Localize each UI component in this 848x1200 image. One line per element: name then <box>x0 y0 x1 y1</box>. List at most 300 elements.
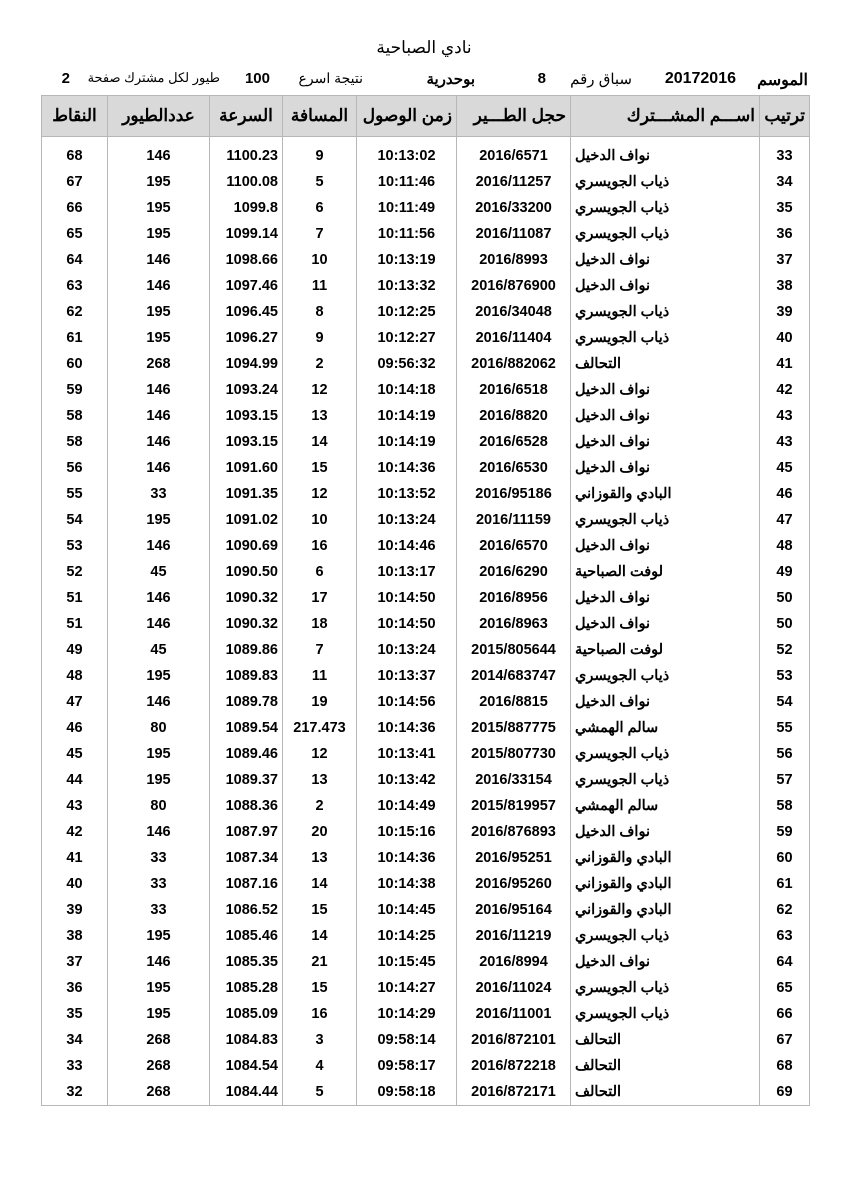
cell-rank: 59 <box>760 819 810 845</box>
cell-bird-count: 45 <box>108 637 210 663</box>
table-row <box>42 169 810 195</box>
cell-speed: 1093.15 <box>210 429 283 455</box>
cell-arrival-time: 10:11:46 <box>357 169 457 195</box>
table-row <box>42 1079 810 1106</box>
race-number: 8 <box>537 70 546 87</box>
header-row <box>42 96 810 137</box>
cell-arrival-time: 10:14:36 <box>357 715 457 741</box>
cell-speed: 1089.37 <box>210 767 283 793</box>
cell-bird-count: 195 <box>108 1001 210 1027</box>
cell-distance: 6 <box>283 195 357 221</box>
cell-ring-number: 2016/6571 <box>457 143 571 169</box>
cell-bird-count: 146 <box>108 611 210 637</box>
cell-participant-name: ذياب الجويسري <box>571 221 760 247</box>
cell-distance: 12 <box>283 377 357 403</box>
cell-distance: 7 <box>283 221 357 247</box>
cell-participant-name: ذياب الجويسري <box>571 1001 760 1027</box>
cell-bird-count: 146 <box>108 533 210 559</box>
cell-rank: 46 <box>760 481 810 507</box>
race-location: بوحدرية <box>426 71 475 88</box>
cell-rank: 41 <box>760 351 810 377</box>
cell-bird-count: 33 <box>108 845 210 871</box>
table-row <box>42 481 810 507</box>
cell-bird-count: 146 <box>108 949 210 975</box>
col-header-speed: السرعة <box>210 96 283 137</box>
cell-points: 47 <box>42 689 108 715</box>
table-row <box>42 585 810 611</box>
cell-ring-number: 2016/33200 <box>457 195 571 221</box>
cell-points: 51 <box>42 611 108 637</box>
race-label: سباق رقم <box>570 71 632 88</box>
cell-points: 59 <box>42 377 108 403</box>
cell-arrival-time: 10:15:16 <box>357 819 457 845</box>
cell-rank: 50 <box>760 585 810 611</box>
cell-rank: 65 <box>760 975 810 1001</box>
cell-bird-count: 268 <box>108 1079 210 1106</box>
col-header-name: اســـم المشـــترك <box>571 96 760 137</box>
cell-points: 53 <box>42 533 108 559</box>
cell-rank: 67 <box>760 1027 810 1053</box>
cell-speed: 1090.32 <box>210 611 283 637</box>
cell-points: 52 <box>42 559 108 585</box>
cell-participant-name: نواف الدخيل <box>571 949 760 975</box>
col-header-rank: ترتيب <box>760 96 810 137</box>
cell-ring-number: 2016/6528 <box>457 429 571 455</box>
cell-speed: 1097.46 <box>210 273 283 299</box>
cell-distance: 13 <box>283 845 357 871</box>
table-row <box>42 871 810 897</box>
cell-participant-name: التحالف <box>571 1027 760 1053</box>
cell-bird-count: 195 <box>108 923 210 949</box>
cell-speed: 1099.14 <box>210 221 283 247</box>
cell-speed: 1096.45 <box>210 299 283 325</box>
cell-participant-name: ذياب الجويسري <box>571 169 760 195</box>
cell-participant-name: نواف الدخيل <box>571 611 760 637</box>
table-row <box>42 299 810 325</box>
cell-rank: 45 <box>760 455 810 481</box>
cell-bird-count: 195 <box>108 975 210 1001</box>
cell-distance: 15 <box>283 975 357 1001</box>
table-row <box>42 767 810 793</box>
cell-distance: 8 <box>283 299 357 325</box>
table-row <box>42 949 810 975</box>
table-row <box>42 793 810 819</box>
cell-points: 43 <box>42 793 108 819</box>
cell-points: 62 <box>42 299 108 325</box>
cell-bird-count: 195 <box>108 169 210 195</box>
cell-ring-number: 2016/8993 <box>457 247 571 273</box>
cell-arrival-time: 10:12:27 <box>357 325 457 351</box>
table-row <box>42 663 810 689</box>
cell-rank: 43 <box>760 429 810 455</box>
cell-distance: 17 <box>283 585 357 611</box>
cell-bird-count: 195 <box>108 507 210 533</box>
cell-points: 56 <box>42 455 108 481</box>
cell-participant-name: نواف الدخيل <box>571 689 760 715</box>
cell-speed: 1089.83 <box>210 663 283 689</box>
cell-points: 37 <box>42 949 108 975</box>
cell-points: 38 <box>42 923 108 949</box>
cell-speed: 1085.28 <box>210 975 283 1001</box>
cell-speed: 1085.09 <box>210 1001 283 1027</box>
cell-rank: 49 <box>760 559 810 585</box>
cell-speed: 1084.83 <box>210 1027 283 1053</box>
cell-points: 68 <box>42 143 108 169</box>
season-value: 20172016 <box>664 70 736 87</box>
cell-distance: 2 <box>283 351 357 377</box>
table-row <box>42 819 810 845</box>
cell-participant-name: نواف الدخيل <box>571 143 760 169</box>
cell-distance: 16 <box>283 533 357 559</box>
cell-arrival-time: 10:13:32 <box>357 273 457 299</box>
cell-distance: 217.473 <box>283 715 357 741</box>
cell-participant-name: نواف الدخيل <box>571 819 760 845</box>
cell-arrival-time: 10:14:50 <box>357 585 457 611</box>
cell-ring-number: 2016/882062 <box>457 351 571 377</box>
cell-speed: 1085.35 <box>210 949 283 975</box>
cell-rank: 60 <box>760 845 810 871</box>
cell-arrival-time: 10:14:19 <box>357 429 457 455</box>
fastest-label: نتيجة اسرع <box>298 70 363 86</box>
cell-points: 48 <box>42 663 108 689</box>
cell-participant-name: ذياب الجويسري <box>571 195 760 221</box>
club-title: نادي الصباحية <box>376 38 472 57</box>
col-header-distance: المسافة <box>283 96 357 137</box>
col-header-arrival-time: زمن الوصول <box>357 96 457 137</box>
cell-arrival-time: 10:11:56 <box>357 221 457 247</box>
race-info-bar <box>40 70 808 92</box>
cell-arrival-time: 10:15:45 <box>357 949 457 975</box>
cell-points: 55 <box>42 481 108 507</box>
cell-bird-count: 195 <box>108 767 210 793</box>
cell-rank: 33 <box>760 143 810 169</box>
cell-speed: 1100.08 <box>210 169 283 195</box>
cell-points: 58 <box>42 429 108 455</box>
cell-arrival-time: 09:58:18 <box>357 1079 457 1106</box>
cell-points: 54 <box>42 507 108 533</box>
cell-participant-name: البادي والقوزاني <box>571 481 760 507</box>
cell-points: 66 <box>42 195 108 221</box>
cell-bird-count: 268 <box>108 351 210 377</box>
cell-ring-number: 2016/6530 <box>457 455 571 481</box>
cell-bird-count: 146 <box>108 455 210 481</box>
cell-arrival-time: 10:14:25 <box>357 923 457 949</box>
cell-distance: 6 <box>283 559 357 585</box>
results-table <box>41 95 810 1106</box>
cell-points: 34 <box>42 1027 108 1053</box>
cell-rank: 55 <box>760 715 810 741</box>
table-row <box>42 1001 810 1027</box>
cell-ring-number: 2016/33154 <box>457 767 571 793</box>
cell-bird-count: 195 <box>108 221 210 247</box>
cell-distance: 21 <box>283 949 357 975</box>
cell-bird-count: 195 <box>108 663 210 689</box>
cell-rank: 61 <box>760 871 810 897</box>
cell-arrival-time: 10:13:17 <box>357 559 457 585</box>
cell-ring-number: 2015/807730 <box>457 741 571 767</box>
cell-bird-count: 146 <box>108 403 210 429</box>
cell-distance: 14 <box>283 923 357 949</box>
cell-speed: 1087.34 <box>210 845 283 871</box>
table-row <box>42 975 810 1001</box>
cell-arrival-time: 10:14:36 <box>357 455 457 481</box>
cell-points: 65 <box>42 221 108 247</box>
cell-participant-name: البادي والقوزاني <box>571 897 760 923</box>
cell-speed: 1087.97 <box>210 819 283 845</box>
cell-ring-number: 2016/95186 <box>457 481 571 507</box>
cell-rank: 48 <box>760 533 810 559</box>
cell-distance: 11 <box>283 273 357 299</box>
cell-speed: 1090.50 <box>210 559 283 585</box>
cell-bird-count: 146 <box>108 273 210 299</box>
cell-points: 33 <box>42 1053 108 1079</box>
cell-speed: 1093.24 <box>210 377 283 403</box>
cell-arrival-time: 10:13:37 <box>357 663 457 689</box>
cell-rank: 62 <box>760 897 810 923</box>
table-row <box>42 143 810 169</box>
cell-ring-number: 2016/6518 <box>457 377 571 403</box>
cell-rank: 66 <box>760 1001 810 1027</box>
cell-participant-name: نواف الدخيل <box>571 273 760 299</box>
cell-ring-number: 2016/872101 <box>457 1027 571 1053</box>
col-header-ring: حجل الطـــير <box>457 96 571 137</box>
cell-rank: 39 <box>760 299 810 325</box>
table-row <box>42 455 810 481</box>
cell-bird-count: 80 <box>108 715 210 741</box>
table-row <box>42 351 810 377</box>
cell-distance: 13 <box>283 403 357 429</box>
cell-points: 41 <box>42 845 108 871</box>
cell-rank: 54 <box>760 689 810 715</box>
cell-points: 49 <box>42 637 108 663</box>
cell-rank: 64 <box>760 949 810 975</box>
cell-points: 64 <box>42 247 108 273</box>
cell-bird-count: 146 <box>108 143 210 169</box>
cell-rank: 58 <box>760 793 810 819</box>
cell-rank: 56 <box>760 741 810 767</box>
cell-participant-name: ذياب الجويسري <box>571 325 760 351</box>
cell-points: 58 <box>42 403 108 429</box>
cell-ring-number: 2016/95164 <box>457 897 571 923</box>
table-row <box>42 741 810 767</box>
cell-points: 39 <box>42 897 108 923</box>
season-label: الموسم <box>757 72 808 89</box>
cell-distance: 5 <box>283 169 357 195</box>
cell-participant-name: نواف الدخيل <box>571 533 760 559</box>
cell-participant-name: لوفت الصباحية <box>571 637 760 663</box>
cell-distance: 20 <box>283 819 357 845</box>
cell-points: 42 <box>42 819 108 845</box>
cell-rank: 37 <box>760 247 810 273</box>
cell-bird-count: 33 <box>108 897 210 923</box>
cell-arrival-time: 10:13:19 <box>357 247 457 273</box>
cell-arrival-time: 10:14:19 <box>357 403 457 429</box>
table-row <box>42 221 810 247</box>
cell-ring-number: 2016/11404 <box>457 325 571 351</box>
cell-bird-count: 146 <box>108 585 210 611</box>
cell-ring-number: 2016/95260 <box>457 871 571 897</box>
cell-speed: 1087.16 <box>210 871 283 897</box>
cell-participant-name: البادي والقوزاني <box>571 871 760 897</box>
table-row <box>42 845 810 871</box>
col-header-points: النقاط <box>42 96 108 137</box>
table-row <box>42 637 810 663</box>
cell-speed: 1089.54 <box>210 715 283 741</box>
cell-participant-name: التحالف <box>571 1053 760 1079</box>
cell-arrival-time: 10:14:45 <box>357 897 457 923</box>
cell-speed: 1084.54 <box>210 1053 283 1079</box>
cell-distance: 2 <box>283 793 357 819</box>
cell-speed: 1089.46 <box>210 741 283 767</box>
cell-arrival-time: 09:58:14 <box>357 1027 457 1053</box>
cell-arrival-time: 10:12:25 <box>357 299 457 325</box>
cell-points: 32 <box>42 1079 108 1106</box>
cell-speed: 1085.46 <box>210 923 283 949</box>
cell-arrival-time: 10:14:36 <box>357 845 457 871</box>
cell-bird-count: 268 <box>108 1053 210 1079</box>
cell-rank: 40 <box>760 325 810 351</box>
cell-distance: 12 <box>283 741 357 767</box>
cell-arrival-time: 10:14:56 <box>357 689 457 715</box>
cell-bird-count: 45 <box>108 559 210 585</box>
page-number: 2 <box>61 70 70 87</box>
cell-bird-count: 195 <box>108 195 210 221</box>
cell-bird-count: 268 <box>108 1027 210 1053</box>
cell-distance: 13 <box>283 767 357 793</box>
table-row <box>42 559 810 585</box>
cell-arrival-time: 10:13:41 <box>357 741 457 767</box>
cell-participant-name: ذياب الجويسري <box>571 299 760 325</box>
cell-arrival-time: 10:14:29 <box>357 1001 457 1027</box>
cell-participant-name: لوفت الصباحية <box>571 559 760 585</box>
cell-participant-name: ذياب الجويسري <box>571 741 760 767</box>
cell-arrival-time: 09:56:32 <box>357 351 457 377</box>
cell-bird-count: 146 <box>108 819 210 845</box>
cell-rank: 38 <box>760 273 810 299</box>
cell-distance: 7 <box>283 637 357 663</box>
cell-bird-count: 146 <box>108 689 210 715</box>
table-row <box>42 923 810 949</box>
cell-speed: 1094.99 <box>210 351 283 377</box>
cell-bird-count: 195 <box>108 741 210 767</box>
cell-distance: 9 <box>283 325 357 351</box>
cell-rank: 42 <box>760 377 810 403</box>
cell-ring-number: 2016/95251 <box>457 845 571 871</box>
cell-participant-name: ذياب الجويسري <box>571 507 760 533</box>
table-row <box>42 195 810 221</box>
cell-ring-number: 2016/11219 <box>457 923 571 949</box>
cell-bird-count: 33 <box>108 481 210 507</box>
cell-speed: 1096.27 <box>210 325 283 351</box>
cell-points: 44 <box>42 767 108 793</box>
cell-speed: 1086.52 <box>210 897 283 923</box>
cell-ring-number: 2016/876900 <box>457 273 571 299</box>
cell-points: 36 <box>42 975 108 1001</box>
cell-speed: 1099.8 <box>210 195 283 221</box>
cell-participant-name: ذياب الجويسري <box>571 923 760 949</box>
cell-distance: 11 <box>283 663 357 689</box>
cell-arrival-time: 10:13:52 <box>357 481 457 507</box>
cell-rank: 52 <box>760 637 810 663</box>
cell-arrival-time: 10:14:18 <box>357 377 457 403</box>
cell-distance: 15 <box>283 897 357 923</box>
cell-arrival-time: 10:14:46 <box>357 533 457 559</box>
cell-speed: 1090.32 <box>210 585 283 611</box>
cell-points: 40 <box>42 871 108 897</box>
cell-arrival-time: 10:13:24 <box>357 637 457 663</box>
cell-speed: 1090.69 <box>210 533 283 559</box>
cell-bird-count: 33 <box>108 871 210 897</box>
cell-bird-count: 195 <box>108 325 210 351</box>
cell-distance: 14 <box>283 429 357 455</box>
cell-distance: 12 <box>283 481 357 507</box>
table-row <box>42 689 810 715</box>
cell-participant-name: البادي والقوزاني <box>571 845 760 871</box>
cell-ring-number: 2016/8820 <box>457 403 571 429</box>
cell-arrival-time: 10:11:49 <box>357 195 457 221</box>
cell-bird-count: 146 <box>108 377 210 403</box>
cell-participant-name: ذياب الجويسري <box>571 767 760 793</box>
table-row <box>42 533 810 559</box>
cell-rank: 43 <box>760 403 810 429</box>
cell-ring-number: 2016/6290 <box>457 559 571 585</box>
cell-ring-number: 2016/872218 <box>457 1053 571 1079</box>
cell-distance: 3 <box>283 1027 357 1053</box>
cell-points: 46 <box>42 715 108 741</box>
cell-rank: 57 <box>760 767 810 793</box>
cell-participant-name: نواف الدخيل <box>571 403 760 429</box>
cell-ring-number: 2016/8956 <box>457 585 571 611</box>
cell-bird-count: 146 <box>108 247 210 273</box>
cell-rank: 69 <box>760 1079 810 1106</box>
fastest-count: 100 <box>244 70 270 87</box>
cell-distance: 10 <box>283 507 357 533</box>
cell-ring-number: 2016/6570 <box>457 533 571 559</box>
cell-speed: 1091.02 <box>210 507 283 533</box>
cell-distance: 18 <box>283 611 357 637</box>
cell-ring-number: 2016/34048 <box>457 299 571 325</box>
cell-bird-count: 146 <box>108 429 210 455</box>
cell-distance: 19 <box>283 689 357 715</box>
cell-points: 63 <box>42 273 108 299</box>
table-row <box>42 715 810 741</box>
cell-participant-name: سالم الهمشي <box>571 793 760 819</box>
cell-participant-name: التحالف <box>571 351 760 377</box>
cell-arrival-time: 10:14:38 <box>357 871 457 897</box>
cell-ring-number: 2015/805644 <box>457 637 571 663</box>
cell-participant-name: التحالف <box>571 1079 760 1106</box>
cell-speed: 1091.35 <box>210 481 283 507</box>
cell-rank: 53 <box>760 663 810 689</box>
table-row <box>42 403 810 429</box>
cell-ring-number: 2016/11257 <box>457 169 571 195</box>
cell-rank: 36 <box>760 221 810 247</box>
cell-participant-name: نواف الدخيل <box>571 377 760 403</box>
cell-participant-name: ذياب الجويسري <box>571 663 760 689</box>
table-row <box>42 247 810 273</box>
cell-rank: 47 <box>760 507 810 533</box>
cell-points: 45 <box>42 741 108 767</box>
cell-participant-name: نواف الدخيل <box>571 429 760 455</box>
cell-distance: 9 <box>283 143 357 169</box>
cell-speed: 1093.15 <box>210 403 283 429</box>
cell-speed: 1098.66 <box>210 247 283 273</box>
cell-speed: 1091.60 <box>210 455 283 481</box>
cell-bird-count: 195 <box>108 299 210 325</box>
cell-arrival-time: 10:13:02 <box>357 143 457 169</box>
table-row <box>42 273 810 299</box>
table-row <box>42 1053 810 1079</box>
